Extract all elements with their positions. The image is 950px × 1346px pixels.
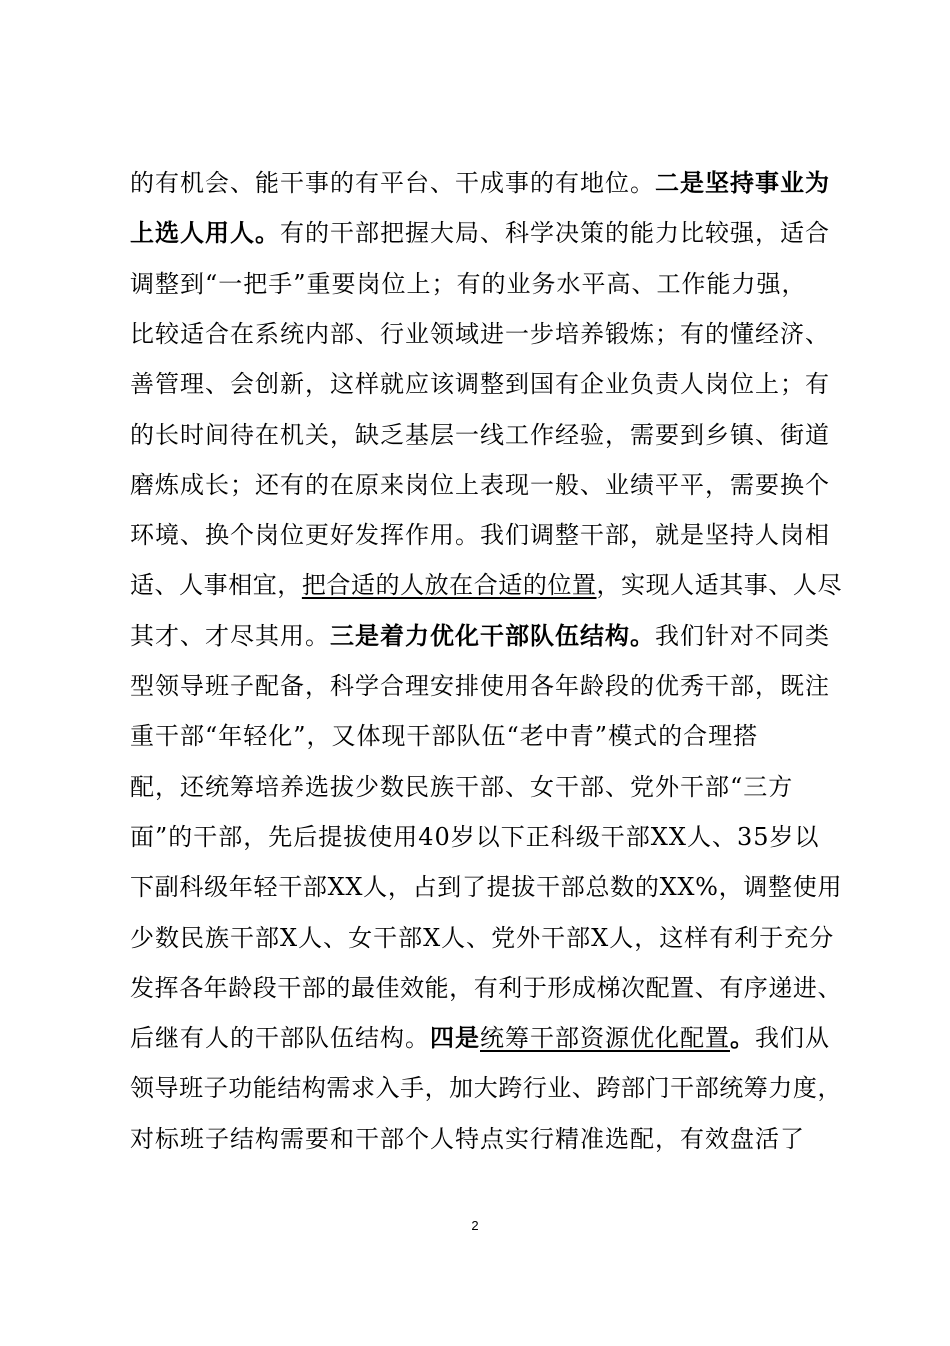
text-line <box>130 822 842 852</box>
text-segment: 面”的干部，先后提拔使用40岁以下正科级干部XX人、35岁以 <box>130 822 820 851</box>
text-segment: 我们从 <box>755 1024 830 1053</box>
underlined-text: 把合适的人放在合适的位置 <box>301 571 597 600</box>
text-line <box>130 570 842 600</box>
text-segment: 比较适合在系统内部、行业领域进一步培养锻炼；有的懂经济、 <box>130 319 830 348</box>
text-line <box>130 420 842 450</box>
text-segment: 我们针对不同类 <box>655 621 830 650</box>
page-number: 2 <box>471 1218 479 1233</box>
text-line <box>130 520 842 550</box>
text-segment: 的有机会、能干事的有平台、干成事的有地位。 <box>130 169 655 197</box>
text-line <box>130 671 842 701</box>
text-line <box>130 772 842 802</box>
text-segment: 领导班子功能结构需求入手，加大跨行业、跨部门干部统筹力度， <box>130 1074 842 1103</box>
text-line <box>130 1023 842 1053</box>
text-line <box>130 872 842 902</box>
text-line <box>130 923 842 953</box>
text-line <box>130 721 842 751</box>
bold-heading-text: 四是 <box>430 1024 480 1053</box>
text-line <box>130 973 842 1003</box>
text-segment: 磨炼成长；还有的在原来岗位上表现一般、业绩平平，需要换个 <box>130 470 830 499</box>
bold-heading-text: 二是坚持事业为 <box>655 169 830 197</box>
text-segment: 调整到“一把手”重要岗位上；有的业务水平高、工作能力强， <box>130 269 807 298</box>
text-segment: 型领导班子配备，科学合理安排使用各年龄段的优秀干部，既注 <box>130 672 830 700</box>
text-line <box>130 1073 842 1103</box>
text-segment: 对标班子结构需要和干部个人特点实行精准选配，有效盘活了 <box>130 1124 805 1153</box>
text-segment: ，实现人适其事、人尽 <box>596 571 843 600</box>
text-line <box>130 168 842 198</box>
text-segment: 少数民族干部X人、女干部X人、党外干部X人，这样有利于充分 <box>130 923 835 952</box>
text-line <box>130 1124 842 1154</box>
text-line <box>130 621 842 651</box>
text-line <box>130 369 842 399</box>
text-segment: 适、人事相宜， <box>130 571 302 600</box>
text-segment: 的长时间待在机关，缺乏基层一线工作经验，需要到乡镇、街道 <box>130 420 830 449</box>
bold-heading-text: 三是着力优化干部队伍结构。 <box>330 621 655 650</box>
text-segment: 发挥各年龄段干部的最佳效能，有利于形成梯次配置、有序递进、 <box>130 973 842 1002</box>
text-segment: 有的干部把握大局、科学决策的能力比较强，适合 <box>280 219 830 248</box>
text-line <box>130 218 842 248</box>
text-segment: 其才、才尽其用。 <box>130 621 330 650</box>
bold-heading-text: 。 <box>730 1024 755 1053</box>
text-segment: 环境、换个岗位更好发挥作用。我们调整干部，就是坚持人岗相 <box>130 521 830 550</box>
text-line <box>130 470 842 500</box>
text-segment: 善管理、会创新，这样就应该调整到国有企业负责人岗位上；有 <box>130 370 830 399</box>
text-segment: 下副科级年轻干部XX人，占到了提拔干部总数的XX%，调整使用 <box>130 873 843 902</box>
text-segment: 后继有人的干部队伍结构。 <box>130 1024 430 1053</box>
text-segment: 重干部“年轻化”，又体现干部队伍“老中青”模式的合理搭 <box>130 722 759 751</box>
text-line <box>130 319 842 349</box>
underlined-text: 统筹干部资源优化配置 <box>480 1024 730 1053</box>
text-segment: 配，还统筹培养选拔少数民族干部、女干部、党外干部“三方 <box>130 772 794 801</box>
text-line <box>130 269 842 299</box>
bold-heading-text: 上选人用人。 <box>130 219 280 248</box>
